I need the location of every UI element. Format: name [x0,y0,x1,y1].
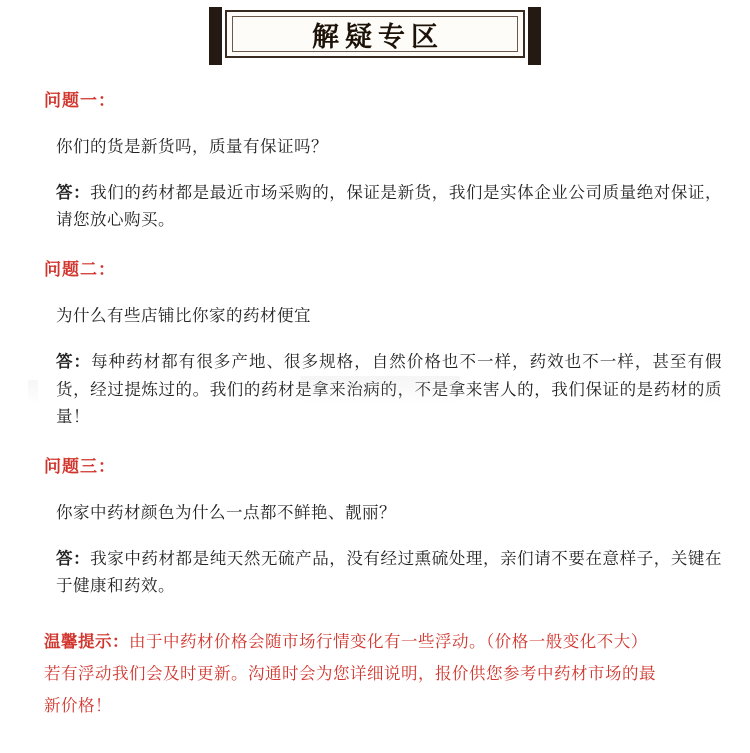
tips-line-2: 若有浮动我们会及时更新。沟通时会为您详细说明，报价供您参考中药材市场的最 [44,663,656,683]
answer-marker-3: 答： [56,549,91,569]
answer-block-2 [56,348,722,430]
question-label-2: 问题二： [44,260,116,280]
question-text-1: 你们的货是新货吗，质量有保证吗？ [56,137,328,156]
answer-block-3 [56,545,722,599]
title-banner-wrap [0,0,750,58]
title-banner [225,10,525,58]
tips-head: 温馨提示： [44,631,129,651]
question-label-1: 问题一： [44,91,116,110]
faq-content [0,58,750,722]
tips-block [44,626,722,723]
page-title: 解疑专区 [312,21,444,52]
tips-line-1 [44,626,712,658]
tips-text-1: 由于中药材价格会随市场行情变化有一些浮动。（价格一般变化不大） [129,631,648,651]
answer-marker-1: 答： [56,183,91,202]
answer-text-2: 每种药材都有很多产地、很多规格，自然价格也不一样，药效也不一样，甚至有假货，经过提炼过的。我们的药材是拿来治病的，不是拿来害人的，我们保证的是药材的质量！ [56,352,723,426]
answer-text-3: 我家中药材都是纯天然无硫产品，没有经过熏硫处理，亲们请不要在意样子，关键在于健康和药效。 [56,549,723,596]
answer-marker-2: 答： [56,352,92,372]
answer-text-1: 我们的药材都是最近市场采购的，保证是新货，我们是实体企业公司质量绝对保证，请您放心购买。 [56,183,723,230]
question-text-3: 你家中药材颜色为什么一点都不鲜艳、靓丽？ [56,503,396,523]
question-text-2: 为什么有些店铺比你家的药材便宜 [56,306,311,326]
tips-line-3: 新价格！ [44,695,112,715]
answer-block-1 [56,179,722,233]
question-label-3: 问题三： [44,457,116,477]
